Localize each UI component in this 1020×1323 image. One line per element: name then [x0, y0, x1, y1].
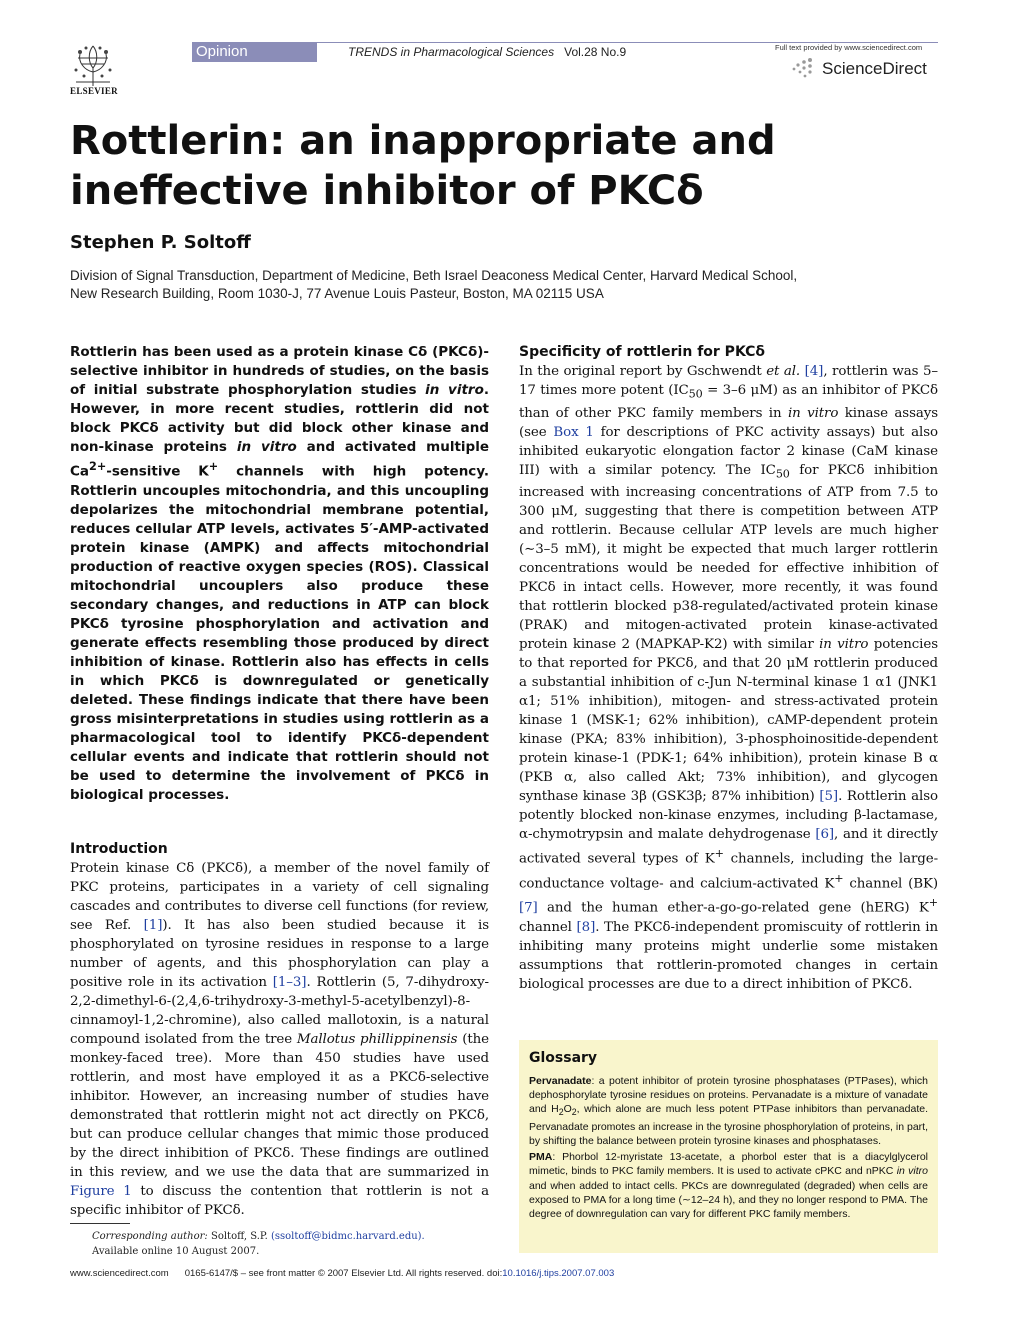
ref-link-6[interactable]: [6] — [815, 827, 835, 843]
glossary-box — [519, 1040, 938, 1253]
footnote-rule — [70, 1223, 130, 1224]
footer-site: www.sciencedirect.com — [70, 1268, 169, 1279]
available-online: Available online 10 August 2007. — [92, 1246, 260, 1257]
abstract: Rottlerin has been used as a protein kinase Cδ (PKCδ)-selective inhibitor in hundreds of studies, on the basis of initial substrate phosphorylation studies in vitro. However, in more recent studies, rottlerin did not block PKCδ activity but did block other kinase and non-kinase proteins in vitro and activated multiple $Ca^{2+}$-sensitive K+ channels with high potency. Rottlerin uncouples mitochondria, and this uncoupling depolarizes the mitochondrial membrane potential, reduces cellular ATP levels, activates 5′-AMP-activated protein kinase (AMPK) and affects mitochondrial production of reactive oxygen species (ROS). Classical mitochondrial uncouplers also produce these secondary changes, and reductions in ATP can block PKCδ tyrosine phosphorylation and activation and generate effects resembling those produced by direct inhibition of kinase. Rottlerin also has effects in cells in which PKCδ is downregulated or genetically deleted. These findings indicate that there have been gross misinterpretations in studies using rottlerin as a pharmacological tool to identify PKCδ-dependent cellular events and indicate that rottlerin should not be used to determine the involvement of PKCδ in biological processes. — [70, 344, 490, 803]
article-title: Rottlerin: an inappropriate and ineffective inhibitor of PKCδ — [70, 118, 776, 214]
ref-link-7[interactable]: [7] — [519, 900, 538, 916]
fulltext-note: Full text provided by www.sciencedirect.com — [775, 43, 923, 52]
glossary-entry-pma: PMA: Phorbol 12-myristate 13-acetate, a phorbol ester that is a diacylglycerol mimetic, binds to PKC family members. It is used to activate cPKC and nPKC in vitro and when added to intact cells. PKCs are downregulated (degraded) when cells are exposed to PMA for a long time (∼12–24 h), and they no longer respond to PMA. The degree of downregulation can vary for different PKC family members. — [529, 1151, 928, 1220]
journal-volume: Vol.28 No.9 — [564, 45, 627, 59]
elsevier-tree-logo-icon — [70, 42, 116, 90]
footnote — [92, 1229, 425, 1259]
sciencedirect-dots-icon — [790, 57, 816, 79]
footer-issn: 0165-6147/$ – see front matter © 2007 Elsevier Ltd. All rights reserved. doi: — [184, 1268, 503, 1279]
ref-link-1-3[interactable]: [1–3] — [272, 974, 307, 990]
publisher-logo-text: ELSEVIER — [70, 86, 118, 96]
page-footer — [70, 1268, 614, 1279]
ref-link-8[interactable]: [8] — [576, 919, 596, 935]
journal-citation — [348, 45, 626, 59]
introduction-heading: Introduction — [70, 840, 168, 857]
corresponding-author: Corresponding author: Soltoff, S.P. (ssoltoff@bidmc.harvard.edu). — [92, 1231, 425, 1242]
article-author: Stephen P. Soltoff — [70, 232, 251, 253]
affiliation-line-1: Division of Signal Transduction, Department of Medicine, Beth Israel Deaconess Medical Center, Harvard Medical School, — [70, 268, 798, 283]
journal-name: TRENDS in Pharmacological Sciences — [348, 45, 555, 59]
right-column — [519, 343, 938, 994]
glossary-title: Glossary — [529, 1050, 598, 1066]
ref-link-4[interactable]: [4] — [804, 364, 824, 379]
glossary-entry-pervanadate: Pervanadate: a potent inhibitor of protein tyrosine phosphatases (PTPases), which dephosphorylate tyrosine residues on proteins. Pervanadate is a mixture of vanadate and $H_2O_2$, which alone are much less potent PTPase inhibitors than pervanadate. Pervanadate promotes an increase in the tyrosine phosphorylation of proteins, in part, by shifting the balance between protein tyrosine kinases and phosphatases. — [529, 1075, 928, 1147]
left-column — [70, 343, 489, 1220]
ref-link-1[interactable]: [1] — [143, 917, 163, 933]
ref-link-5[interactable]: [5] — [819, 789, 839, 805]
box-1-link[interactable]: Box 1 — [553, 424, 594, 440]
author-affiliation — [70, 267, 950, 303]
introduction-text: Protein kinase Cδ (PKCδ), a member of the novel family of PKC proteins, participates in a variety of cell signaling cascades and contributes to diverse cell functions (for review, see Ref. [1]). It has also been studied because it is phosphorylated on tyrosine residues in response to a large number of agents, and this phosphorylation can play a positive role in its activation [1–3]. Rottlerin (5, 7-dihydroxy-2,2-dimethyl-6-(2,4,6-trihydroxy-3-methyl-5-acetylbenzyl)-8-cinnamoyl-1,2-chromine), also called mallotoxin, is a natural compound isolated from the tree Mallotus phillippinensis (the monkey-faced tree). More than 450 studies have used rottlerin, and most have employed it as a PKCδ-selective inhibitor. However, an increasing number of studies have demonstrated that rottlerin might not act directly on PKCδ, but can produce cellular changes that mimic those produced by the direct inhibition of PKCδ. These findings are outlined in this review, and we use the data that are summarized in Figure 1 to discuss the contention that rottlerin is not a specific inhibitor of PKCδ. — [70, 860, 489, 1218]
sciencedirect-brand: ScienceDirect — [822, 59, 927, 78]
specificity-text: In the original report by Gschwendt et al. [4], rottlerin was 5–17 times more potent ($IC_{50} = 3-6$ μM) as an inhibitor of PKCδ than of other PKC family members in in vitro kinase assays (see Box 1 for descriptions of PKC activity assays) but also inhibited eukaryotic elongation factor 2 kinase (CaM kinase III) with a similar potency. The $IC_{50}$ for PKCδ inhibition increased with increasing concentrations of ATP from 7.5 to 300 μM, suggesting that there is competition between ATP and rottlerin. Because cellular ATP levels are much higher (∼3–5 mM), it might be expected that much larger rottlerin concentrations would be needed for effective inhibition of PKCδ in intact cells. However, more recently, it was found that rottlerin blocked p38-regulated/activated protein kinase (PRAK) and mitogen-activated protein kinase-activated protein kinase 2 (MAPKAP-K2) with similar in vitro potencies to that reported for PKCδ, and that 20 μM rottlerin produced a substantial inhibition of c-Jun N-terminal kinase 1 α1 (JNK1 α1; 51% inhibition), mitogen- and stress-activated protein kinase 1 (MSK-1; 62% inhibition), cAMP-dependent protein kinase (PKA; 83% inhibition), 3-phosphoinositide-dependent protein kinase-1 (PDK-1; 64% inhibition), protein kinase B α (PKB α, also called Akt; 73% inhibition), and glycogen synthase kinase 3β (GSK3β; 87% inhibition) [5]. Rottlerin also potently blocked non-kinase enzymes, including β-lactamase, α-chymotrypsin and malate dehydrogenase [6], and it directly activated several types of K+ channels, including the large-conductance voltage- and calcium-activated K+ channel (BK) [7] and the human ether-a-go-go-related gene (hERG) K+ channel [8]. The PKCδ-independent promiscuity of rottlerin in inhibiting many proteins might underlie some mistaken assumptions that rottlerin-promoted changes in certain biological processes are due to a direct inhibition of PKCδ. — [519, 364, 938, 992]
specificity-heading: Specificity of rottlerin for PKCδ — [519, 344, 766, 360]
affiliation-line-2: New Research Building, Room 1030-J, 77 Avenue Louis Pasteur, Boston, MA 02115 USA — [70, 286, 604, 301]
doi-link[interactable]: 10.1016/j.tips.2007.07.003 — [502, 1268, 615, 1279]
section-tag: Opinion — [192, 42, 317, 62]
author-email-link[interactable]: (ssoltoff@bidmc.harvard.edu). — [270, 1231, 425, 1242]
figure-1-link[interactable]: Figure 1 — [70, 1183, 132, 1199]
